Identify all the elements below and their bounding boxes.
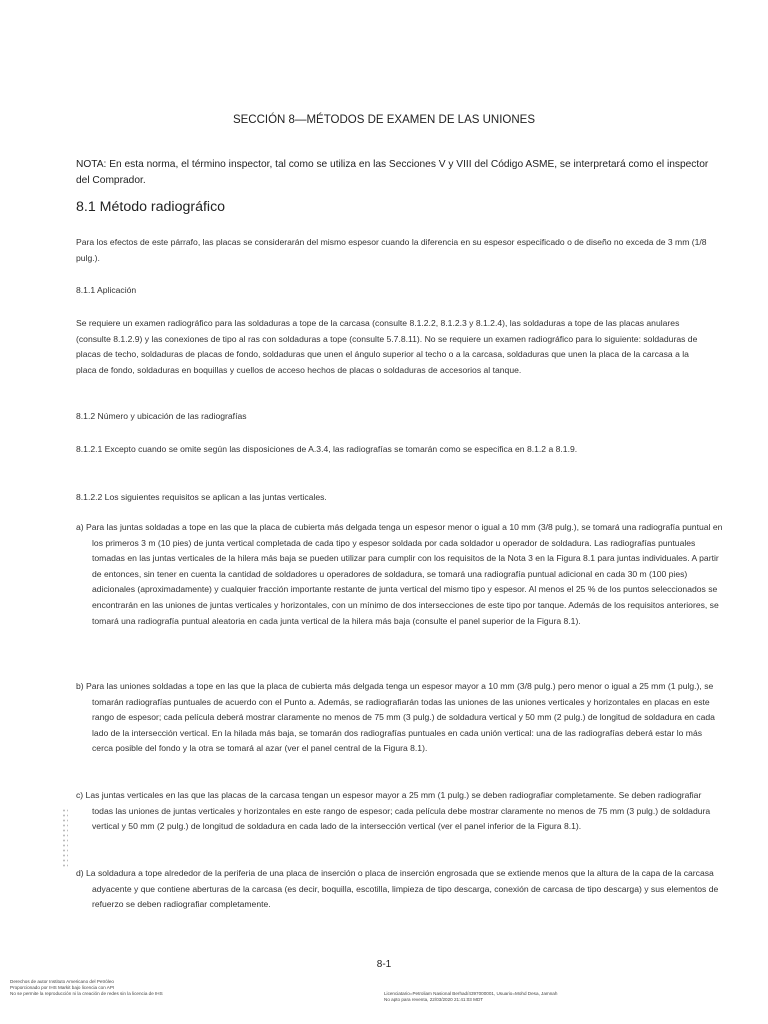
- footer-line: Proporcionado por IHS Markit bajo licencia con API: [10, 985, 115, 991]
- footer-license: [384, 991, 704, 1003]
- footer-line: Derechos de autor Instituto Americano del Petróleo: [10, 979, 114, 984]
- footer-line: Licenciatario=Petroliam Nasional Berhad/4397000001, Usuario=Mohd Desa, Jamnah: [384, 991, 558, 996]
- paragraph-8-1-2-2: 8.1.2.2 Los siguientes requisitos se aplican a las juntas verticales.: [76, 492, 327, 502]
- section-title: SECCIÓN 8—MÉTODOS DE EXAMEN DE LAS UNIONES: [232, 114, 536, 126]
- list-item-label: d): [76, 868, 87, 878]
- scan-artifact-dots: [62, 808, 68, 868]
- list-item-text: Las juntas verticales en las que las placas de la carcasa tengan un espesor mayor a 25 mm (1 pulg.) se deben radiografiar completamente. Se deben radiografiar todas las uniones de juntas verticales y horizontales en este rango de espesor; cada película debe mostrar claramente no menos de 75 mm (3 pulg.) de soldadura vertical y 50 mm (2 pulg.) de longitud de soldadura en cada lado de la intersección vertical (ver el panel inferior de la Figura 8.1).: [85, 790, 711, 832]
- footer-copyright: [10, 979, 310, 998]
- list-item-label: b): [76, 681, 87, 691]
- list-item-label: a): [76, 522, 87, 532]
- list-item-label: c): [76, 790, 86, 800]
- footer-line: No se permite la reproducción ni la creación de redes sin la licencia de IHS: [10, 991, 163, 997]
- note-paragraph: NOTA: En esta norma, el término inspector, tal como se utiliza en las Secciones V y VIII del Código ASME, se interpretará como el inspector del Comprador.: [76, 159, 709, 186]
- paragraph-8-1: Para los efectos de este párrafo, las placas se considerarán del mismo espesor cuando la diferencia en su espesor especificado o de diseño no exceda de 3 mm (1/8 pulg.).: [76, 237, 707, 263]
- footer-line: No apto para reventa, 22/03/2020 21:41:03 MDT: [384, 997, 484, 1003]
- list-item-c: [76, 788, 724, 835]
- list-item-d: [76, 866, 724, 913]
- list-item-text: Para las uniones soldadas a tope en las que la placa de cubierta más delgada tenga un espesor mayor a 10 mm (3/8 pulg.) pero menor o igual a 25 mm (1 pulg.), se tomarán radiografías puntuales de acuerdo con el Punto a. Además, se radiografiarán todas las uniones de las uniones verticales y horizontales en placas en este rango de espesor; cada película deberá mostrar claramente no menos de 75 mm (3 pulg.) de soldadura vertical y 50 mm (2 pulg.) de longitud de soldadura en cada lado de la intersección vertical. En la hilada más baja, se tomarán dos radiografías puntuales en cada unión vertical: una de las radiografías deberá estar lo más cerca posible del fondo y la otra se tomará al azar (ver el panel central de la Figura 8.1).: [86, 681, 715, 754]
- paragraph-8-1-1: Se requiere un examen radiográfico para las soldaduras a tope de la carcasa (consulte 8.1.2.2, 8.1.2.3 y 8.1.2.4), las soldaduras a tope de las placas anulares (consulte 8.1.2.9) y las conexiones de tipo al ras con soldaduras a tope (consulte 5.7.8.11). No se requiere un examen radiográfico para lo siguiente: soldaduras de placas de techo, soldaduras de placas de fondo, soldaduras que unen el ángulo superior al techo o a la carcasa, soldaduras que unen la placa de la carcasa a la placa de fondo, soldaduras en boquillas y cuellos de acceso hechos de placas o soldaduras de accesorios al tanque.: [76, 318, 698, 375]
- list-item-text: La soldadura a tope alrededor de la periferia de una placa de inserción o placa de inserción engrosada que se extiende menos que la altura de la capa de la carcasa adyacente y que contiene aberturas de la carcasa (es decir, boquilla, escotilla, limpieza de tipo descarga, conexión de carcasa de tipo descarga) y sus elementos de refuerzo se deben radiografiar completamente.: [86, 868, 719, 910]
- heading-8-1-1: 8.1.1 Aplicación: [76, 285, 137, 295]
- list-item-b: [76, 679, 724, 757]
- paragraph-8-1-2-1: 8.1.2.1 Excepto cuando se omite según las disposiciones de A.3.4, las radiografías se tomarán como se especifica en 8.1.2 a 8.1.9.: [76, 444, 578, 454]
- heading-8-1: 8.1 Método radiográfico: [76, 199, 226, 215]
- list-item-a: [76, 520, 724, 629]
- page-number: 8-1: [376, 959, 392, 970]
- heading-8-1-2: 8.1.2 Número y ubicación de las radiografías: [76, 411, 247, 421]
- list-item-text: Para las juntas soldadas a tope en las que la placa de cubierta más delgada tenga un espesor menor o igual a 10 mm (3/8 pulg.), se tomará una radiografía puntual en los primeros 3 m (10 pies) de junta vertical completada de cada tipo y espesor soldada por cada soldador u operador de soldadura. Las radiografías puntuales tomadas en las juntas verticales de la hilera más baja se pueden utilizar para cumplir con los requisitos de la Nota 3 en la Figura 8.1 para juntas individuales. A partir de entonces, sin tener en cuenta la cantidad de soldadores u operadores de soldadura, se tomará una radiografía puntual adicional en cada 30 m (100 pies) adicionales (aproximadamente) y cualquier fracción importante restante de junta vertical del mismo tipo y espesor. Al menos el 25 % de los puntos seleccionados se encontrarán en las uniones de juntas verticales y horizontales, con un mínimo de dos intersecciones de este tipo por tanque. Además de los requisitos anteriores, se tomará una radiografía puntual aleatoria en cada junta vertical de la hilera más baja (consulte el panel superior de la Figura 8.1).: [86, 522, 723, 626]
